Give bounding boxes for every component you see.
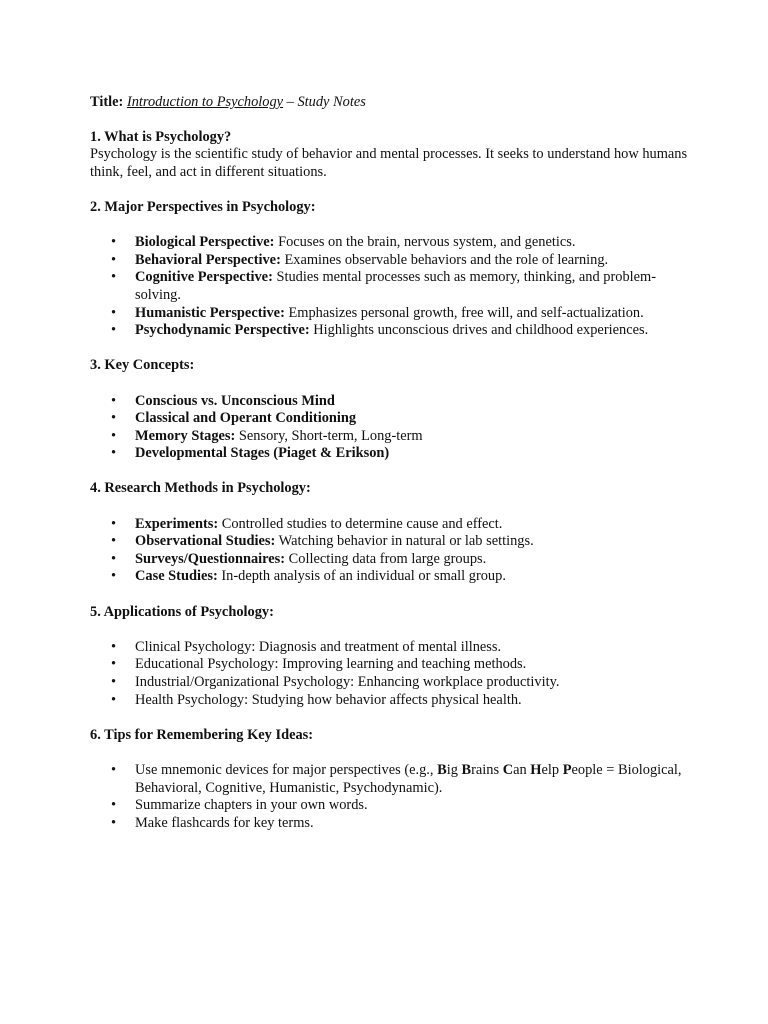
mnemonic-rest: an [513, 761, 531, 778]
item-text: Studies mental processes such as memory, thinking, and problem-solving. [135, 269, 657, 303]
bullet: • [111, 392, 117, 409]
item-text: Summarize chapters in your own words. [135, 797, 368, 814]
item-text: Industrial/Organizational Psychology: Enhancing workplace productivity. [135, 674, 560, 690]
list-item [90, 410, 695, 428]
tips-list [90, 762, 690, 832]
item-term: Psychodynamic Perspective: [135, 322, 310, 339]
item-term: Observational Studies: [135, 533, 276, 550]
bullet: • [111, 638, 117, 655]
item-text: Highlights unconscious drives and childhood experiences. [309, 322, 649, 339]
mnemonic-initial: H [530, 761, 542, 778]
list-item [90, 762, 695, 797]
mnemonic-rest: eople [571, 761, 603, 778]
item-text: Focuses on the brain, nervous system, and genetics. [274, 234, 576, 251]
section-research-methods [90, 480, 690, 586]
list-item [90, 674, 695, 692]
list-item [90, 533, 695, 551]
list-item [90, 428, 695, 446]
title-suffix: – Study Notes [283, 94, 366, 110]
list-item [90, 815, 695, 833]
list-item [90, 322, 695, 340]
item-term: Cognitive Perspective: [135, 269, 273, 286]
item-text: Examines observable behaviors and the role of learning. [280, 251, 609, 268]
item-text: Controlled studies to determine cause and effect. [218, 515, 503, 532]
section-heading: 1. What is Psychology? [90, 128, 232, 145]
item-text: In-depth analysis of an individual or small group. [217, 568, 506, 585]
item-term: Humanistic Perspective: [135, 304, 285, 321]
mnemonic-prefix: Use mnemonic devices for major perspectives (e.g., [135, 761, 438, 778]
bullet: • [111, 445, 117, 462]
bullet: • [111, 234, 117, 251]
item-term: Experiments: [135, 515, 219, 532]
item-term: Surveys/Questionnaires: [135, 550, 286, 567]
section-heading: 5. Applications of Psychology: [90, 603, 274, 620]
mnemonic-suffix: = Biological, Behavioral, Cognitive, Humanistic, Psychodynamic). [135, 761, 682, 796]
mnemonic-initial: C [502, 761, 514, 778]
mnemonic-rest: elp [541, 761, 563, 778]
mnemonic-initial: P [562, 761, 572, 778]
list-item [90, 269, 695, 304]
list-item [90, 445, 695, 463]
bullet: • [111, 797, 117, 814]
list-item [90, 234, 695, 252]
item-term: Classical and Operant Conditioning [135, 410, 357, 427]
title-label: Title: [90, 94, 124, 110]
bullet: • [111, 674, 117, 690]
item-term: Conscious vs. Unconscious Mind [135, 392, 335, 409]
item-text: Educational Psychology: Improving learning and teaching methods. [135, 656, 527, 673]
item-term: Developmental Stages (Piaget & Erikson) [135, 445, 390, 462]
bullet: • [111, 322, 117, 339]
item-text: Make flashcards for key terms. [135, 814, 314, 831]
bullet: • [111, 814, 117, 831]
item-text: Sensory, Short-term, Long-term [235, 427, 423, 444]
section-heading: 2. Major Perspectives in Psychology: [90, 198, 316, 215]
item-text: Health Psychology: Studying how behavior affects physical health. [135, 691, 522, 708]
section-heading: 6. Tips for Remembering Key Ideas: [90, 726, 314, 743]
list-item [90, 797, 695, 815]
bullet: • [111, 568, 117, 585]
bullet: • [111, 761, 117, 778]
mnemonic-rest: ig [446, 761, 462, 778]
list-item [90, 639, 695, 657]
bullet: • [111, 251, 117, 268]
bullet: • [111, 515, 117, 532]
bullet: • [111, 410, 117, 427]
applications-list [90, 639, 690, 709]
list-item [90, 516, 695, 534]
bullet: • [111, 691, 117, 708]
course-title: Introduction to Psychology [126, 94, 284, 110]
item-term: Biological Perspective: [135, 234, 275, 251]
list-item [90, 656, 695, 674]
section-key-concepts [90, 357, 690, 463]
list-item [90, 252, 695, 270]
mnemonic-initial: B [461, 761, 472, 778]
item-term: Behavioral Perspective: [135, 251, 281, 268]
bullet: • [111, 533, 117, 550]
section-heading: 4. Research Methods in Psychology: [90, 480, 311, 497]
bullet: • [111, 550, 117, 567]
concepts-list [90, 393, 690, 463]
list-item [90, 393, 695, 411]
bullet: • [111, 269, 117, 286]
item-text: Emphasizes personal growth, free will, and self-actualization. [284, 304, 644, 321]
section-tips [90, 727, 690, 833]
list-item [90, 551, 695, 569]
item-text: Clinical Psychology: Diagnosis and treatment of mental illness. [135, 638, 502, 655]
list-item [90, 568, 695, 586]
document-page [90, 94, 690, 850]
methods-list [90, 516, 690, 586]
item-term: Memory Stages: [135, 427, 236, 444]
bullet: • [111, 427, 117, 444]
list-item [90, 305, 695, 323]
section-major-perspectives [90, 199, 690, 340]
item-term: Case Studies: [135, 568, 218, 585]
perspectives-list [90, 234, 690, 340]
section-body: Psychology is the scientific study of behavior and mental processes. It seeks to understand how humans think, feel, and act in different situations. [90, 146, 688, 180]
item-text: Watching behavior in natural or lab settings. [275, 533, 534, 550]
bullet: • [111, 656, 117, 673]
bullet: • [111, 304, 117, 321]
mnemonic-initial: B [437, 761, 447, 778]
section-heading: 3. Key Concepts: [90, 357, 195, 374]
section-applications [90, 604, 690, 710]
section-what-is-psychology [90, 129, 690, 182]
item-text: Collecting data from large groups. [285, 550, 487, 567]
document-title [90, 94, 690, 112]
mnemonic-rest: rains [471, 761, 503, 778]
list-item [90, 692, 695, 710]
